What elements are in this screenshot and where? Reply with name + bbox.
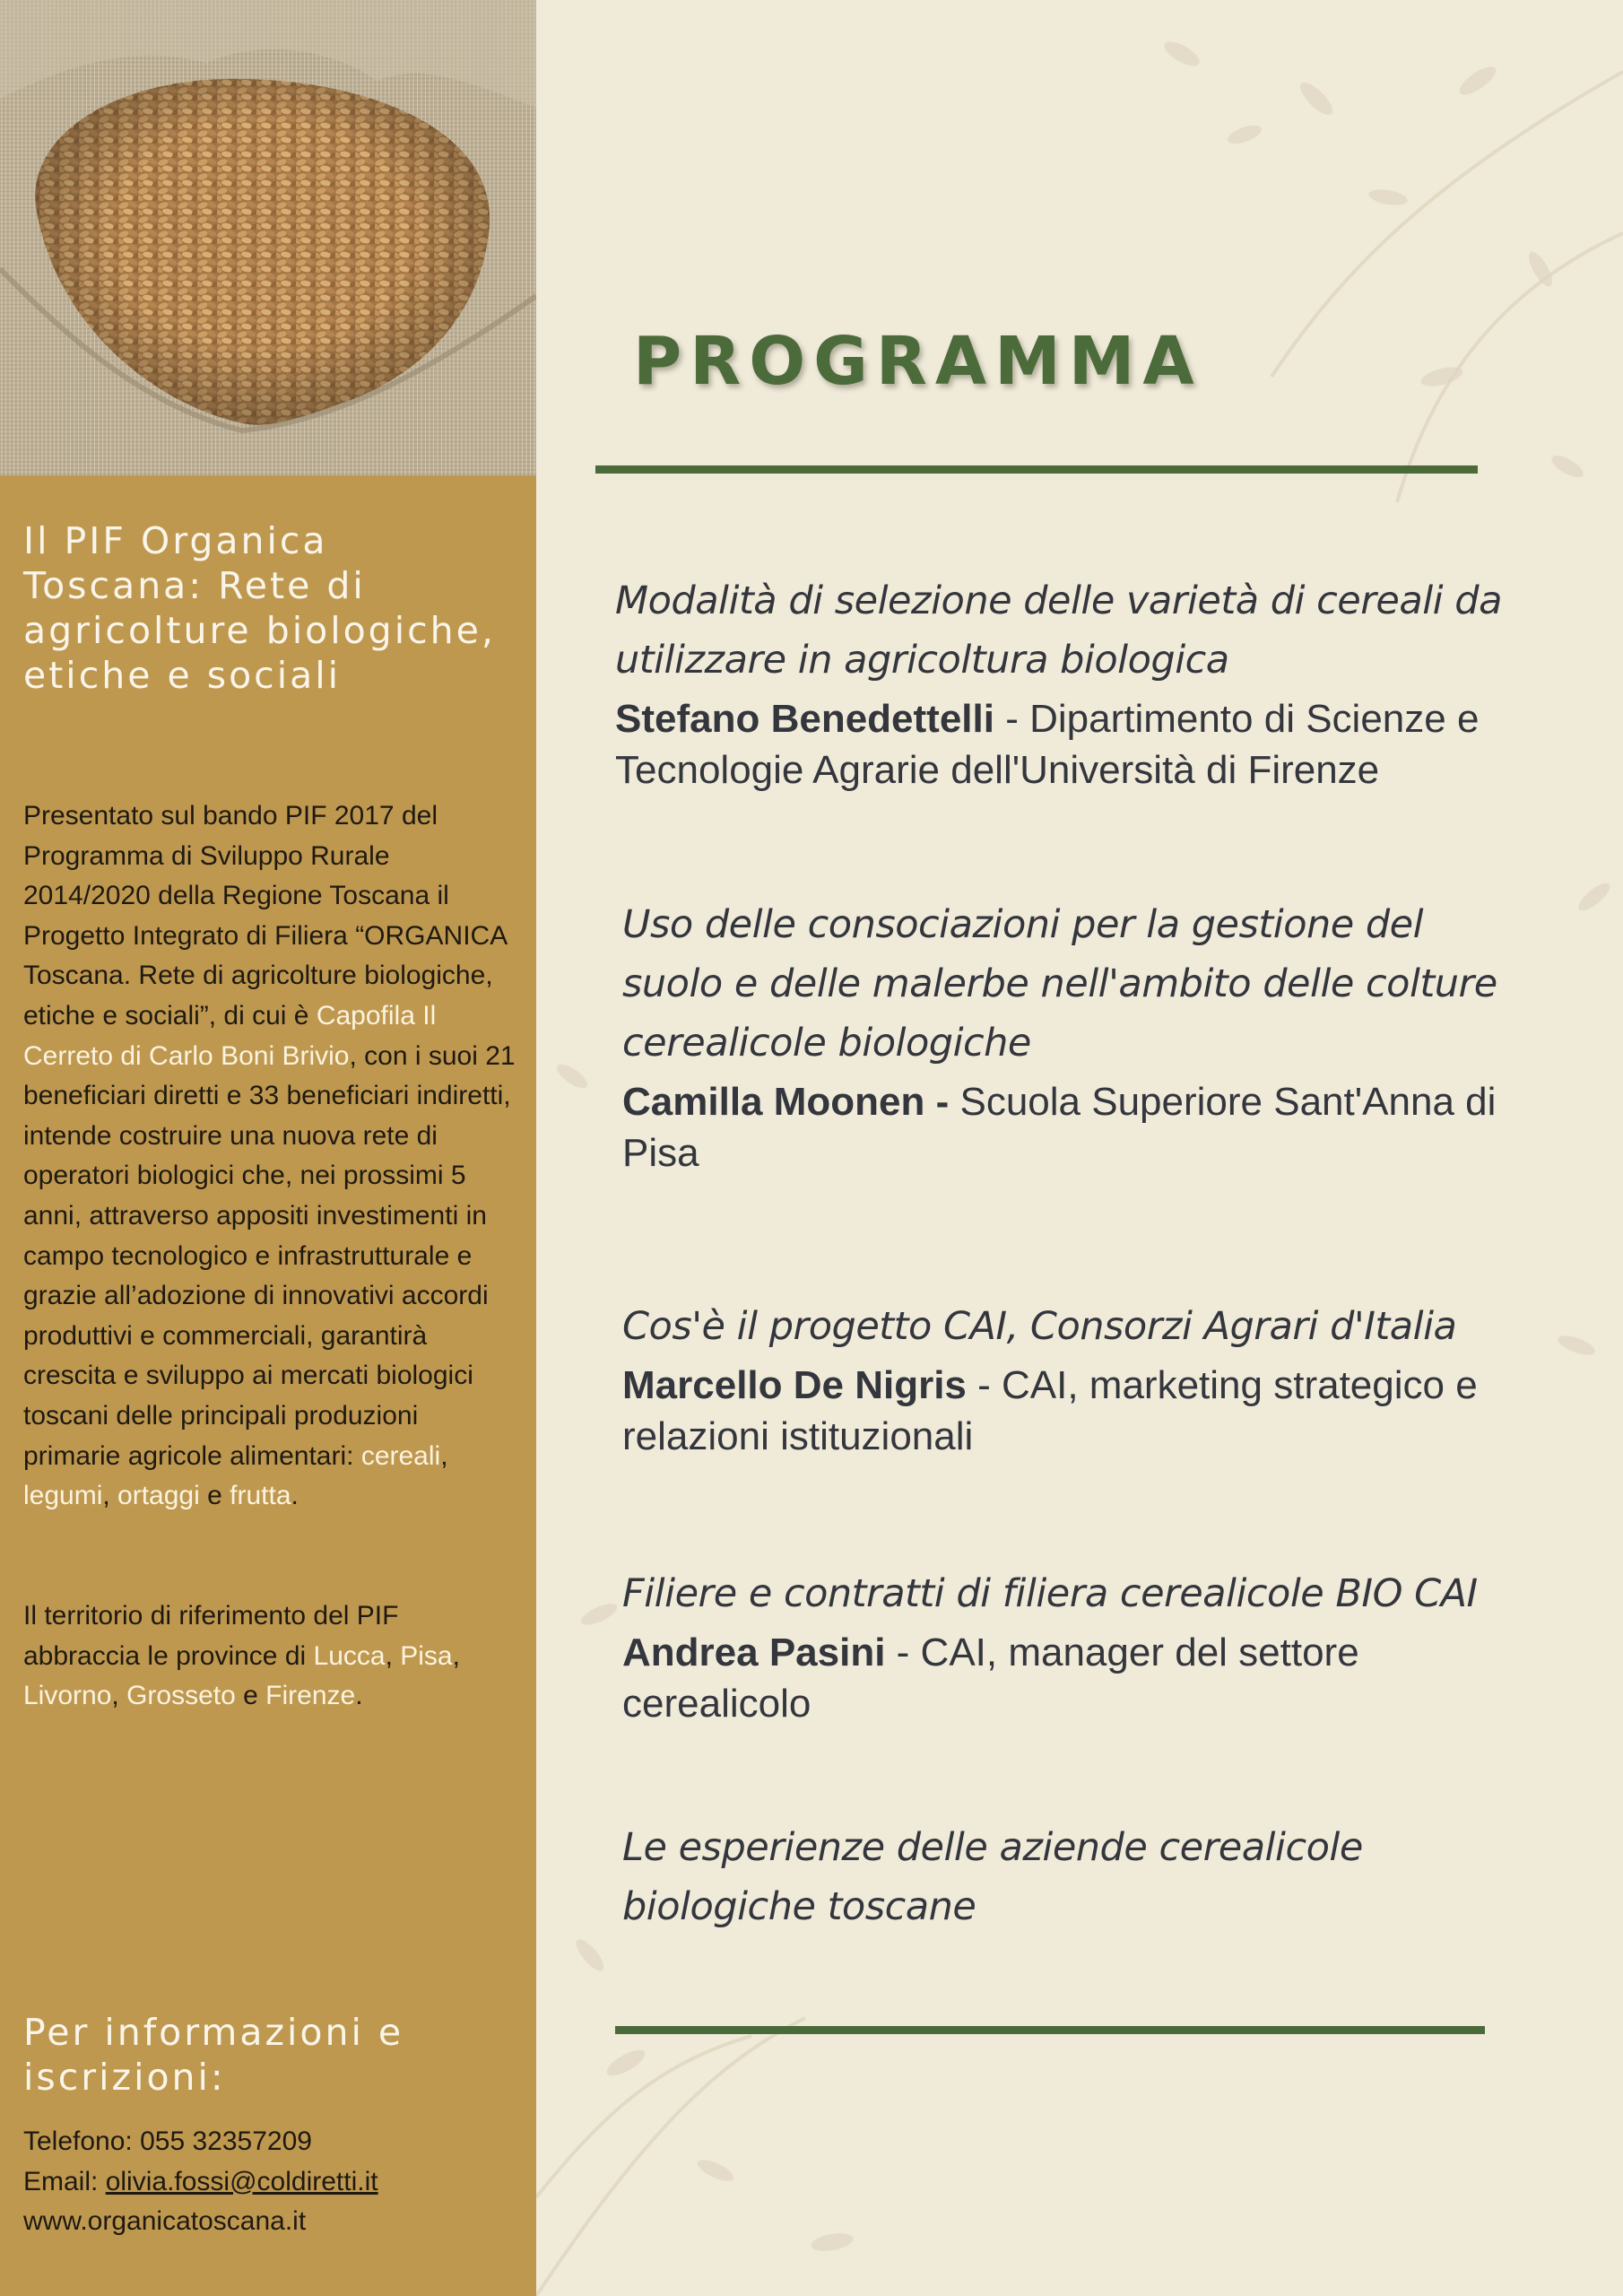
speaker-line xyxy=(622,1627,1510,1729)
intro-text-start: Presentato sul bando PIF 2017 del Programma di Sviluppo Rurale 2014/2020 della Regione Toscana il Progetto Integrato di Filiera “ORGANICA Toscana. Rete di agricolture biologiche, etiche e sociali”, di cui è xyxy=(23,801,507,1031)
program-item xyxy=(622,1564,1510,1729)
email-label: Email: xyxy=(23,2166,99,2196)
capofila-highlight: Capofila Il Cerreto di Carlo Boni Brivio xyxy=(23,1000,437,1071)
separator: , xyxy=(385,1640,401,1671)
separator: . xyxy=(291,1481,299,1511)
talk-topic: Le esperienze delle aziende cerealicole biologiche toscane xyxy=(622,1825,1363,1929)
separator: , xyxy=(111,1681,127,1711)
province-pisa: Pisa xyxy=(400,1640,453,1671)
separator: , xyxy=(440,1440,448,1471)
product-frutta: frutta xyxy=(230,1481,291,1511)
program-title: PROGRAMMA xyxy=(633,323,1202,400)
pif-description xyxy=(23,796,518,1517)
speaker-affiliation: - Dipartimento di Scienze e Tecnologie Agrarie dell'Università di Firenze xyxy=(615,697,1480,792)
divider-top xyxy=(595,465,1478,474)
province-livorno: Livorno xyxy=(23,1681,112,1711)
contact-block xyxy=(23,2122,518,2242)
speaker-line xyxy=(622,1360,1510,1462)
talk-topic: Cos'è il progetto CAI, Consorzi Agrari d'Italia xyxy=(622,1304,1457,1349)
speaker-affiliation: - CAI, marketing strategico e relazioni istituzionali xyxy=(622,1363,1478,1458)
province-lucca: Lucca xyxy=(313,1640,386,1671)
pif-title: Il PIF Organica Toscana: Rete di agricolture biologiche, etiche e sociali xyxy=(23,519,496,697)
product-legumi: legumi xyxy=(23,1481,103,1511)
separator: e xyxy=(235,1681,266,1711)
program-item xyxy=(622,895,1510,1178)
speaker-name: Andrea Pasini xyxy=(622,1631,886,1674)
product-cereali: cereali xyxy=(360,1440,441,1471)
province-grosseto: Grosseto xyxy=(126,1681,236,1711)
talk-topic: Filiere e contratti di filiera cerealicole BIO CAI xyxy=(622,1571,1478,1616)
speaker-line xyxy=(615,693,1503,796)
email-row xyxy=(23,2162,518,2203)
divider-bottom xyxy=(615,2026,1485,2034)
territory-text: Il territorio di riferimento del PIF abbraccia le province di xyxy=(23,1601,399,1671)
province-firenze: Firenze xyxy=(265,1681,356,1711)
speaker-name: Stefano Benedettelli xyxy=(615,697,994,741)
territory-description xyxy=(23,1596,518,1717)
speaker-name: Camilla Moonen - xyxy=(622,1080,950,1124)
intro-text-middle: , con i suoi 21 beneficiari diretti e 33 beneficiari indiretti, intende costruire una nuova rete di operatori biologici che, nei prossimi 5 anni, attraverso appositi investimenti in campo tecnologico e infrastrutturale e grazie all’adozione di innovativi accordi produttivi e commerciali, garantirà crescita e sviluppo ai mercati biologici toscani delle principali produzioni primarie agricole alimentari: xyxy=(23,1040,516,1471)
speaker-affiliation: Scuola Superiore Sant'Anna di Pisa xyxy=(622,1080,1497,1175)
speaker-affiliation: - CAI, manager del settore cerealicolo xyxy=(622,1631,1359,1726)
separator: e xyxy=(199,1481,230,1511)
talk-topic: Modalità di selezione delle varietà di cereali da utilizzare in agricoltura biologica xyxy=(615,578,1502,683)
separator: , xyxy=(452,1640,460,1671)
program-item xyxy=(622,1818,1510,1936)
product-ortaggi: ortaggi xyxy=(117,1481,200,1511)
grain-sack-photo xyxy=(0,0,536,475)
phone-row xyxy=(23,2122,518,2162)
program-panel xyxy=(536,0,1623,2296)
separator: . xyxy=(355,1681,363,1711)
speaker-line xyxy=(622,1076,1510,1178)
separator: , xyxy=(102,1481,118,1511)
speaker-name: Marcello De Nigris xyxy=(622,1363,967,1407)
program-item xyxy=(622,1297,1510,1462)
program-item xyxy=(615,571,1503,796)
website-row[interactable]: www.organicatoscana.it xyxy=(23,2206,307,2237)
phone-number: 055 32357209 xyxy=(140,2126,312,2156)
phone-label: Telefono: xyxy=(23,2126,133,2156)
info-heading: Per informazioni e iscrizioni: xyxy=(23,2011,404,2099)
sidebar xyxy=(0,0,536,2296)
talk-topic: Uso delle consociazioni per la gestione del suolo e delle malerbe nell'ambito delle colture cerealicole biologiche xyxy=(622,902,1497,1065)
email-link[interactable]: olivia.fossi@coldiretti.it xyxy=(105,2166,378,2196)
